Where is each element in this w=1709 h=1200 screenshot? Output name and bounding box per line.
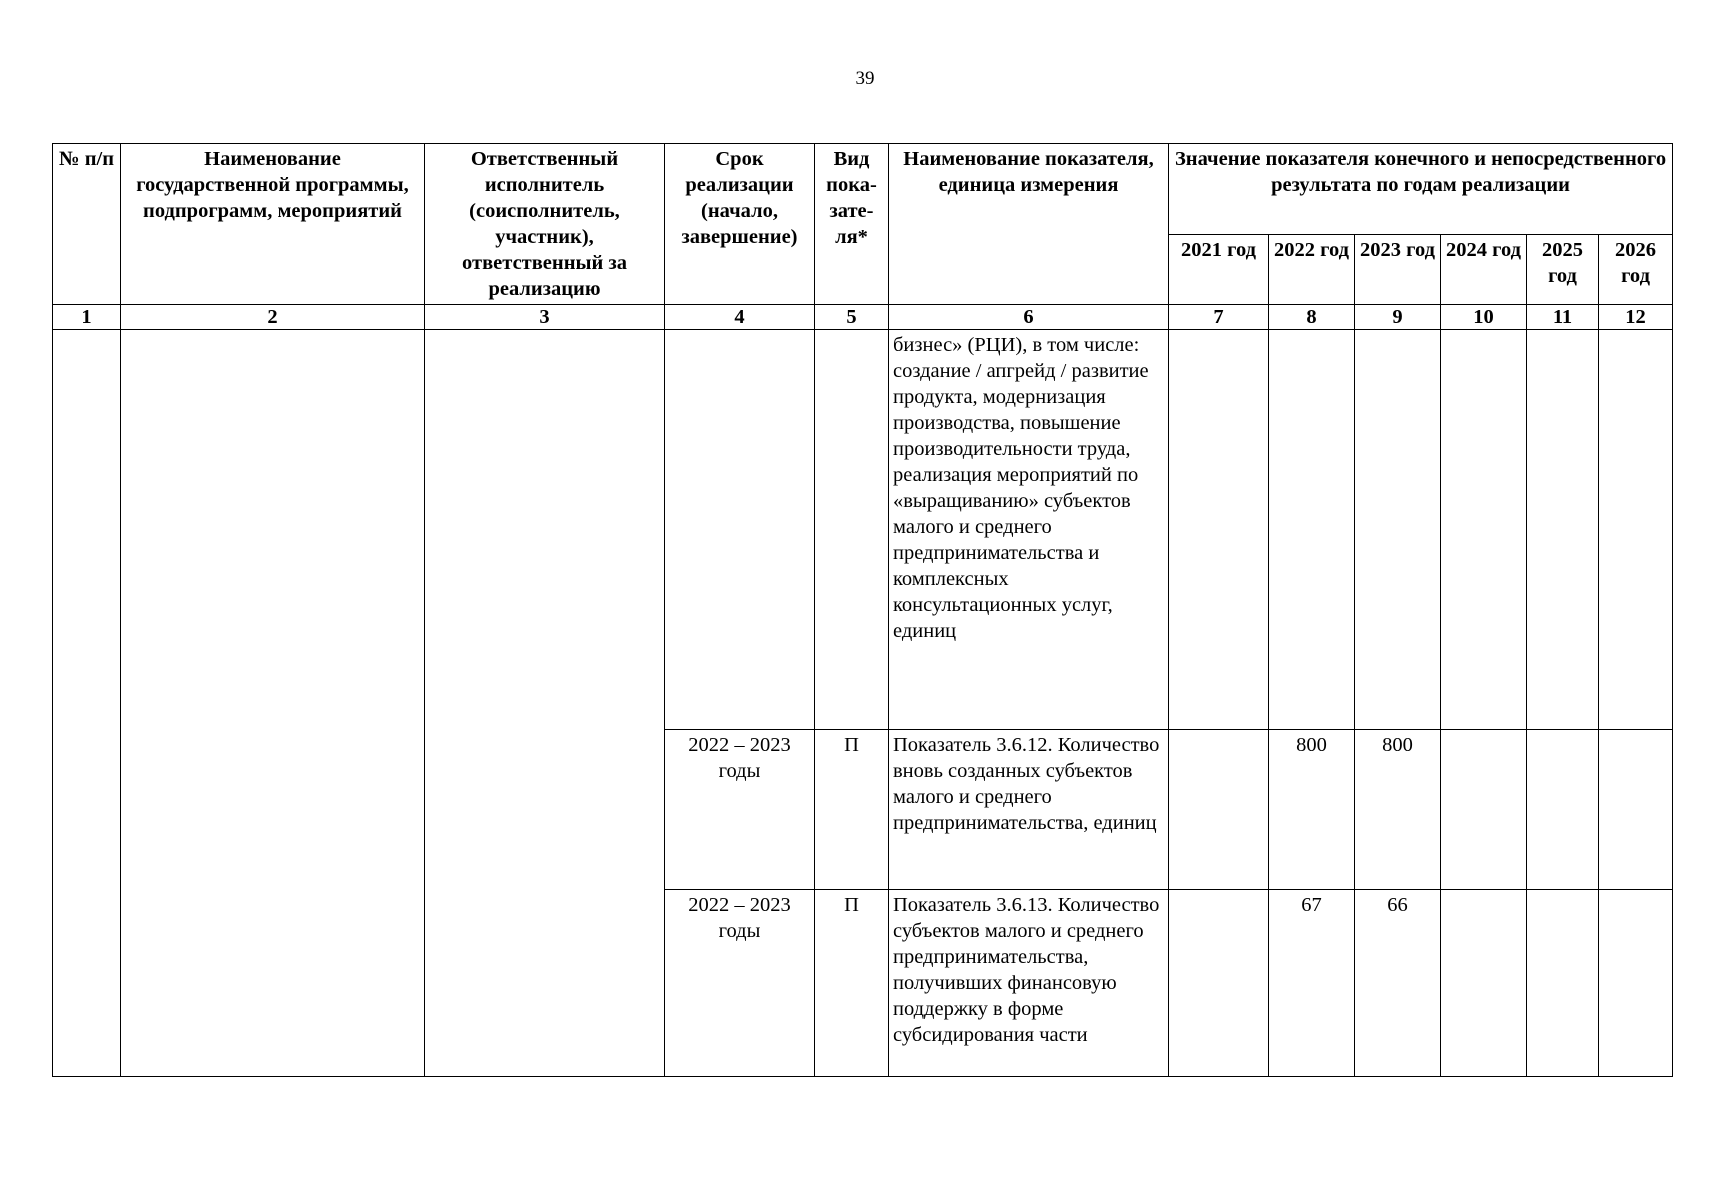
value-2025-cell [1527,890,1599,1077]
column-number: 11 [1527,305,1599,330]
period-cell: 2022 – 2023 годы [665,730,815,890]
column-number: 3 [425,305,665,330]
header-year-2023: 2023 год [1355,235,1441,305]
column-number: 5 [815,305,889,330]
value-2023-cell [1355,330,1441,730]
program-name-cell [121,330,425,1077]
column-number: 4 [665,305,815,330]
page-number: 39 [855,68,875,89]
value-2021-cell [1169,330,1269,730]
value-2024-cell [1441,890,1527,1077]
value-2026-cell [1599,890,1673,1077]
value-2024-cell [1441,730,1527,890]
column-number: 8 [1269,305,1355,330]
header-year-2022: 2022 год [1269,235,1355,305]
value-2021-cell [1169,890,1269,1077]
header-period: Срок реализации (начало, завершение) [665,144,815,305]
header-indicator-type: Вид пока-зате-ля* [815,144,889,305]
header-indicator-name: Наименование показателя, единица измерения [889,144,1169,305]
responsible-cell [425,330,665,1077]
period-cell [665,330,815,730]
indicator-type-cell [815,330,889,730]
number-cell [53,330,121,1077]
column-number: 7 [1169,305,1269,330]
indicator-type-cell: П [815,890,889,1077]
value-2022-cell [1269,330,1355,730]
column-number: 9 [1355,305,1441,330]
header-number: № п/п [53,144,121,305]
indicator-type-cell: П [815,730,889,890]
period-cell: 2022 – 2023 годы [665,890,815,1077]
header-year-2025: 2025 год [1527,235,1599,305]
indicator-name-cell: Показатель 3.6.13. Количество субъектов малого и среднего предпринимательства, получивших финансовую поддержку в форме субсидирования части [889,890,1169,1077]
header-values-group: Значение показателя конечного и непосредственного результата по годам реализации [1169,144,1673,235]
column-number: 1 [53,305,121,330]
value-2025-cell [1527,730,1599,890]
header-year-2024: 2024 год [1441,235,1527,305]
value-2021-cell [1169,730,1269,890]
table-row [53,330,1673,730]
header-year-2026: 2026 год [1599,235,1673,305]
indicator-name-cell: Показатель 3.6.12. Количество вновь созданных субъектов малого и среднего предпринимательства, единиц [889,730,1169,890]
header-year-2021: 2021 год [1169,235,1269,305]
value-2023-cell: 800 [1355,730,1441,890]
value-2026-cell [1599,730,1673,890]
column-number: 10 [1441,305,1527,330]
header-program-name: Наименование государственной программы, подпрограмм, мероприятий [121,144,425,305]
column-number: 12 [1599,305,1673,330]
value-2025-cell [1527,330,1599,730]
column-number: 6 [889,305,1169,330]
value-2022-cell: 800 [1269,730,1355,890]
column-number: 2 [121,305,425,330]
indicators-table [52,143,1673,1077]
value-2024-cell [1441,330,1527,730]
value-2023-cell: 66 [1355,890,1441,1077]
header-responsible: Ответственный исполнитель (соисполнитель, участник), ответственный за реализацию [425,144,665,305]
value-2026-cell [1599,330,1673,730]
value-2022-cell: 67 [1269,890,1355,1077]
indicator-name-cell: бизнес» (РЦИ), в том числе: создание / апгрейд / развитие продукта, модернизация производства, повышение производительности труда, реализация мероприятий по «выращиванию» субъектов малого и среднего предпринимательства и комплексных консультационных услуг, единиц [889,330,1169,730]
